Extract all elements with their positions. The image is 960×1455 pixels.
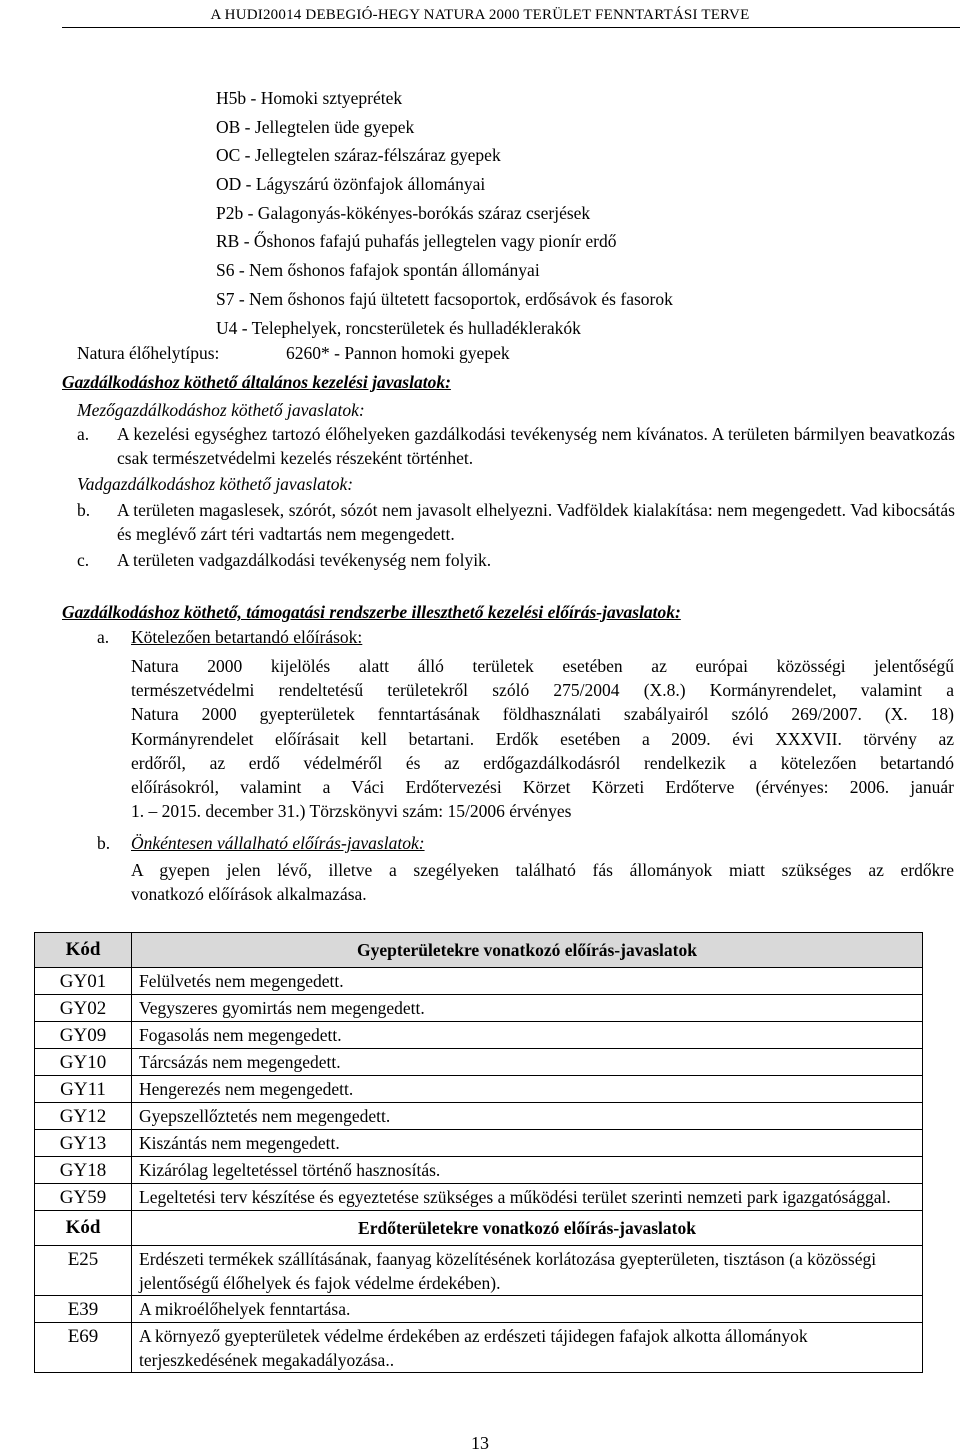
text-line: vonatkozó előírások alkalmazása. xyxy=(131,884,367,905)
header-rule xyxy=(62,27,960,28)
text-line: Natura 2000 kijelölés alatt álló területek esetében az európai közösségi jelentőségű xyxy=(131,656,954,676)
natura-value: 6260* - Pannon homoki gyepek xyxy=(286,343,510,363)
habitat-item: H5b - Homoki sztyeprétek xyxy=(216,88,403,108)
natura-label: Natura élőhelytípus: xyxy=(77,343,220,363)
text-line: előírásokról, valamint a Váci Erdőtervezési Körzet Körzeti Erdőterve (érvényes: 2006. január xyxy=(131,777,954,798)
forest-header-row xyxy=(35,1211,923,1246)
page-number: 13 xyxy=(471,1433,489,1453)
item-label: b. xyxy=(77,500,91,520)
measure-text: A mikroélőhelyek fenntartása. xyxy=(132,1296,923,1323)
measure-text: A környező gyepterületek védelme érdekében az erdészeti tájidegen fafajok alkotta állományok terjeszkedésének megakadályozása.. xyxy=(132,1323,923,1373)
measure-code: GY59 xyxy=(35,1184,132,1211)
header-title: A HUDI20014 DEBEGIÓ-HEGY NATURA 2000 TERÜLET FENNTARTÁSI TERVE xyxy=(210,7,750,23)
agri-heading: Mezőgazdálkodáshoz köthető javaslatok: xyxy=(77,400,365,420)
voluntary-text xyxy=(131,858,954,906)
game-heading: Vadgazdálkodáshoz köthető javaslatok: xyxy=(77,474,354,494)
table-row xyxy=(35,1246,923,1296)
forest-title: Erdőterületekre vonatkozó előírás-javaslatok xyxy=(132,1211,923,1246)
grass-header-row xyxy=(35,933,923,968)
voluntary-title xyxy=(97,831,425,855)
habitat-item: P2b - Galagonyás-kökényes-borókás száraz cserjések xyxy=(216,202,591,223)
measure-code: GY18 xyxy=(35,1157,132,1184)
support-heading: Gazdálkodáshoz köthető, támogatási rendszerbe illeszthető kezelési előírás-javaslatok: xyxy=(62,602,681,622)
measure-code: GY09 xyxy=(35,1022,132,1049)
general-item-b xyxy=(77,498,955,546)
measure-text: Legeltetési terv készítése és egyeztetése szükséges a működési terület szerinti nemzeti park igazgatósággal. xyxy=(132,1184,923,1211)
measure-code: E39 xyxy=(35,1296,132,1323)
measure-code: E69 xyxy=(35,1323,132,1373)
table-row xyxy=(35,1323,923,1373)
item-label: a. xyxy=(97,627,110,647)
mandatory-title xyxy=(97,625,362,649)
measure-text: Kizárólag legeltetéssel történő hasznosítás. xyxy=(132,1157,923,1184)
text-line: természetvédelmi rendeltetésű területekről szóló 275/2004 (X.8.) Kormányrendelet, valamint a xyxy=(131,680,954,701)
text-line: Natura 2000 gyepterületek fenntartásának földhasználati szabályairól szóló 269/2007. (X. 18) xyxy=(131,704,954,725)
table-row xyxy=(35,1296,923,1323)
measure-code: GY12 xyxy=(35,1103,132,1130)
table-row xyxy=(35,1184,923,1211)
measure-code: GY11 xyxy=(35,1076,132,1103)
table-row xyxy=(35,1157,923,1184)
item-text: A kezelési egységhez tartozó élőhelyeken gazdálkodási tevékenység nem kívánatos. A területen bármilyen beavatkozás csak természetvédelmi kezelés részeként történhet. xyxy=(117,424,955,468)
item-label: b. xyxy=(97,833,111,853)
mandatory-text xyxy=(131,654,954,823)
measure-code: GY13 xyxy=(35,1130,132,1157)
measure-code: GY01 xyxy=(35,968,132,995)
measures-table-body xyxy=(35,933,923,1373)
table-row xyxy=(35,1076,923,1103)
habitat-item: OC - Jellegtelen száraz-félszáraz gyepek xyxy=(216,145,501,166)
code-header: Kód xyxy=(35,933,132,968)
natura-habitat-type xyxy=(77,341,510,365)
grass-title: Gyepterületekre vonatkozó előírás-javaslatok xyxy=(132,933,923,968)
habitat-item: OD - Lágyszárú özönfajok állományai xyxy=(216,174,486,195)
item-label: a. xyxy=(77,424,90,444)
table-row xyxy=(35,995,923,1022)
text-line: 1. – 2015. december 31.) Törzskönyvi szám: 15/2006 érvényes xyxy=(131,801,572,822)
item-text: A területen magaslesek, szórót, sózót nem javasolt elhelyezni. Vadföldek kialakítása: nem megengedett. Vad kibocsátás és meglévő zárt téri vadtartás nem megengedett. xyxy=(117,500,955,544)
measure-text: Tárcsázás nem megengedett. xyxy=(132,1049,923,1076)
item-text: A területen vadgazdálkodási tevékenység nem folyik. xyxy=(117,550,492,570)
general-item-c xyxy=(77,548,955,572)
table-row xyxy=(35,1049,923,1076)
general-item-a xyxy=(77,422,955,470)
measure-text: Kiszántás nem megengedett. xyxy=(132,1130,923,1157)
text-line: A gyepen jelen lévő, illetve a szegélyeken található fás állományok miatt szükséges az erdőkre xyxy=(131,860,954,880)
text-line: Kormányrendelet előírásait kell betartani. Erdők esetében a 2009. évi XXXVII. törvény az xyxy=(131,728,954,749)
habitat-item: S6 - Nem őshonos fafajok spontán állományai xyxy=(216,260,540,281)
habitat-item: OB - Jellegtelen üde gyepek xyxy=(216,116,415,137)
habitat-item: S7 - Nem őshonos fajú ültetett facsoportok, erdősávok és fasorok xyxy=(216,288,673,309)
measure-text: Vegyszeres gyomirtás nem megengedett. xyxy=(132,995,923,1022)
measure-text: Felülvetés nem megengedett. xyxy=(132,968,923,995)
table-row xyxy=(35,1130,923,1157)
voluntary-title-text: Önkéntesen vállalható előírás-javaslatok: xyxy=(131,833,425,853)
measure-text: Hengerezés nem megengedett. xyxy=(132,1076,923,1103)
measures-table xyxy=(34,932,923,1373)
habitat-list xyxy=(216,84,673,342)
measure-text: Erdészeti termékek szállításának, faanyag közelítésének korlátozása gyepterületen, tisztáson (a közösségi jelentőségű élőhelyek és fajok védelme érdekében). xyxy=(132,1246,923,1296)
general-heading: Gazdálkodáshoz köthető általános kezelési javaslatok: xyxy=(62,372,451,392)
habitat-item: RB - Őshonos fafajú puhafás jellegtelen vagy pionír erdő xyxy=(216,231,617,252)
measure-code: GY02 xyxy=(35,995,132,1022)
measure-text: Gyepszellőztetés nem megengedett. xyxy=(132,1103,923,1130)
text-line: erdőről, az erdő védelméről és az erdőgazdálkodásról rendelkezik a kötelezően betartandó xyxy=(131,752,954,773)
measure-text: Fogasolás nem megengedett. xyxy=(132,1022,923,1049)
table-row xyxy=(35,1103,923,1130)
mandatory-title-text: Kötelezően betartandó előírások: xyxy=(131,627,363,647)
document-header xyxy=(0,3,960,27)
measure-code: E25 xyxy=(35,1246,132,1296)
habitat-item: U4 - Telephelyek, roncsterületek és hulladéklerakók xyxy=(216,317,581,338)
table-row xyxy=(35,968,923,995)
code-header: Kód xyxy=(35,1211,132,1246)
item-label: c. xyxy=(77,550,90,570)
table-row xyxy=(35,1022,923,1049)
measure-code: GY10 xyxy=(35,1049,132,1076)
